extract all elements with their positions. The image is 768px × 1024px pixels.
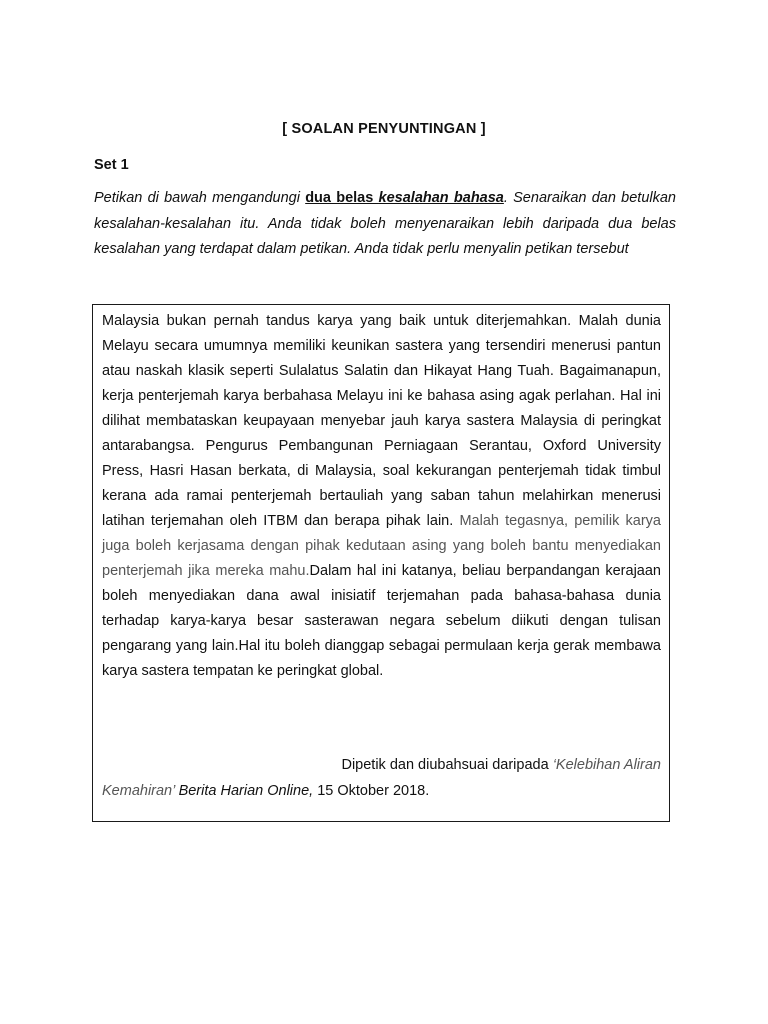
- passage-box: [92, 304, 670, 822]
- instruction-emphasis: [305, 190, 504, 206]
- instruction-text-start: Petikan di bawah mengandungi: [94, 190, 306, 206]
- passage-part-2: Malah tegasnya, pemilik karya juga boleh kerjasama dengan pihak kedutaan asing yang boleh bantu menyediakan penterjemah jika mereka mahu.: [102, 513, 661, 579]
- passage-part-1: Malaysia bukan pernah tandus karya yang baik untuk diterjemahkan. Malah dunia Melayu secara umumnya memiliki keunikan sastera yang tersendiri menerusi pantun atau naskah klasik seperti Sulalatus Salatin dan Hikayat Hang Tuah. Bagaimanapun, kerja penterjemah karya berbahasa Melayu ini ke bahasa asing agak perlahan. Hal ini dilihat membataskan keupayaan menyebar jauh karya sastera Malaysia di peringkat antarabangsa. Pengurus Pembangunan Perniagaan Serantau, Oxford University Press, Hasri Hasan berkata, di Malaysia, soal kekurangan penterjemah tidak timbul kerana ada ramai penterjemah bertauliah yang saban tahun melahirkan menerusi latihan terjemahan oleh ITBM dan berapa pihak lain.: [102, 313, 661, 529]
- passage-text: [102, 309, 661, 684]
- source-publication: Berita Harian Online,: [174, 782, 314, 799]
- source-article-title-end: Kemahiran’: [102, 782, 175, 799]
- passage-part-3: Dalam hal ini katanya, beliau berpandangan kerajaan boleh menyediakan dana awal inisiatif terjemahan pada bahasa-bahasa dunia terhadap karya-karya besar sasterawan negara sebelum diikuti dengan tulisan pengarang yang lain.Hal itu boleh dianggap sebagai permulaan kerja gerak membawa karya sastera tempatan ke peringkat global.: [102, 563, 661, 679]
- instruction-text-end: . Senaraikan dan betulkan kesalahan-kesalahan itu. Anda tidak boleh menyenaraikan lebih daripada dua belas kesalahan yang terdapat dalam petikan. Anda tidak perlu menyalin petikan tersebut: [94, 190, 676, 257]
- source-article-title-start: ‘Kelebihan Aliran: [552, 757, 661, 773]
- source-line-1: [102, 753, 661, 779]
- instruction-emphasis-count: dua belas: [305, 190, 379, 206]
- source-citation: [102, 753, 661, 804]
- set-label: Set 1: [94, 157, 129, 173]
- source-date: 15 Oktober 2018.: [313, 782, 430, 799]
- source-prefix: Dipetik dan diubahsuai daripada: [341, 757, 553, 773]
- instruction-paragraph: [94, 186, 676, 263]
- instruction-emphasis-topic: kesalahan bahasa: [378, 190, 504, 206]
- page-title: [ SOALAN PENYUNTINGAN ]: [282, 121, 486, 137]
